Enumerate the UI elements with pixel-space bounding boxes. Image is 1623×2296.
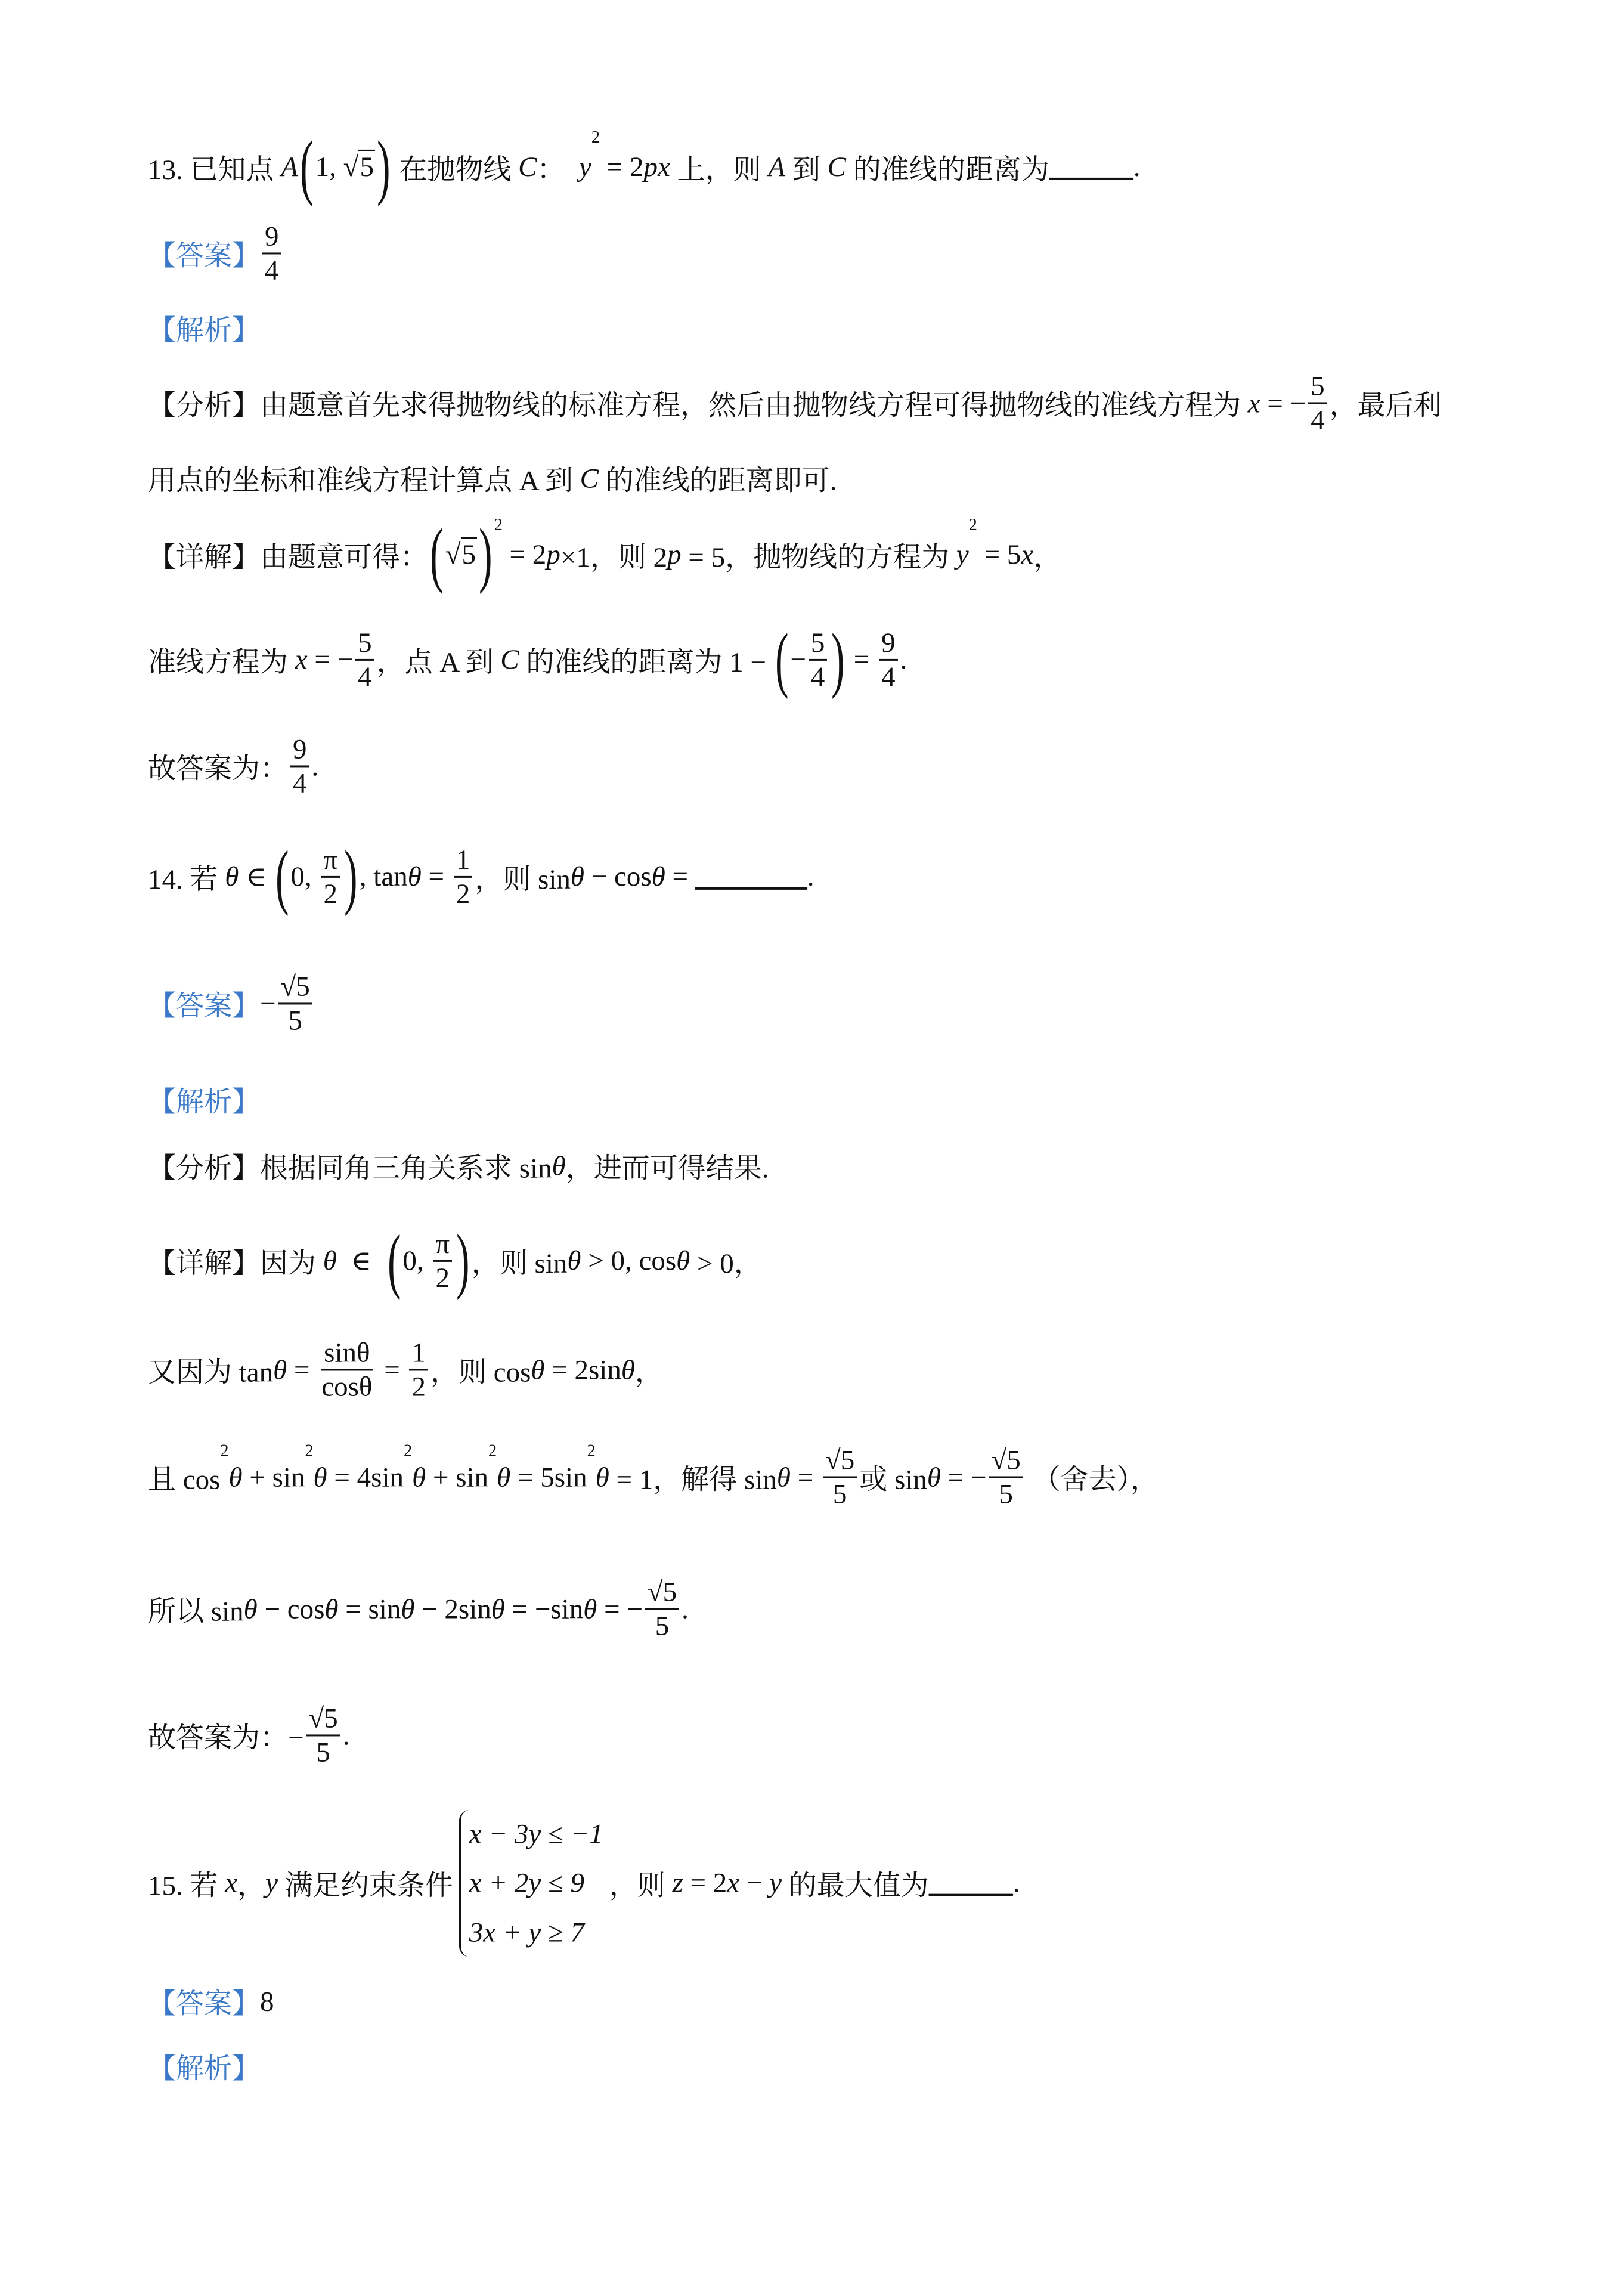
text-run: 故答案为：− [148,1722,304,1754]
fraction-numerator: 1 [454,843,473,877]
radical-sign: √ [445,539,461,570]
text-line [148,2047,260,2087]
text-run: 故答案为： [148,753,288,785]
fraction-numerator: 9 [879,626,898,660]
square-root [343,151,375,183]
text-run: 的准线的距离为 [845,154,1049,185]
fraction [306,1702,340,1768]
math-variable: θ [776,1462,791,1493]
text-run: ×1，则 2 [560,541,668,573]
text-run: 【分析】由题意首先求得抛物线的标准方程，然后由抛物线方程可得抛物线的准线方程为 [148,390,1248,422]
text-run: , tan [359,861,408,892]
text-run: = − [941,1462,987,1493]
fraction [645,1576,679,1642]
text-run: − [739,1868,770,1899]
text-run: 用点的坐标和准线方程计算点 A 到 [148,465,580,497]
fraction [319,1336,374,1403]
parenthesis: ) [344,836,358,917]
fraction-denominator: 4 [265,255,279,286]
text-run: 0, [290,861,319,892]
text-line [148,513,1062,595]
radicand: 5 [461,537,478,570]
text-run: − 2sin [414,1593,491,1624]
math-variable: y [769,1868,782,1899]
math-variable: θ [401,1593,415,1624]
text-run: 的最大值为 [782,1870,929,1902]
text-run: + sin [242,1462,305,1493]
fraction [809,626,828,692]
fraction [823,1444,857,1510]
text-run: 且 cos [148,1464,221,1496]
math-variable: θ [552,1150,566,1181]
text-run: 在抛物线 [392,154,519,185]
text-run: 【详解】因为 [148,1248,323,1279]
text-line [148,618,907,700]
math-variable: p [546,539,560,570]
text-run: 1, [315,151,343,182]
fraction-numerator: √5 [823,1444,857,1478]
text-run: = 2 [600,151,644,182]
math-variable: y [579,151,591,182]
text-run: 8 [260,1986,274,2017]
text-line [148,370,1442,436]
fraction-numerator: 9 [290,733,309,767]
text-line [148,1220,762,1301]
math-variable: θ [497,1462,511,1493]
square-root [445,539,477,571]
math-variable: A [768,151,786,182]
parenthesis: ) [456,1220,470,1301]
fraction-denominator: 2 [411,1371,426,1403]
text-line [148,733,318,799]
text-line [148,220,284,286]
math-variable: y [956,539,969,570]
fraction [321,843,340,909]
text-run: > 0, cos [581,1245,677,1276]
constraint-row: 3x + y ≥ 7 [469,1917,584,1948]
math-variable: θ [595,1462,609,1493]
math-variable: θ [313,1462,327,1493]
fraction-denominator: 4 [810,661,825,692]
parenthesis: ( [300,126,314,207]
superscript: 2 [968,515,977,534]
math-variable: p [667,539,682,570]
math-variable: x [295,643,308,675]
fraction-numerator: sinθ [321,1336,372,1370]
text-run: = sin [338,1593,401,1624]
text-line [148,1146,769,1186]
fraction [409,1336,428,1403]
section-label: 【答案】 [148,240,260,272]
text-line [148,1441,1159,1510]
superscript: 2 [404,1441,413,1460]
text-run: ∈ [239,861,274,893]
text-run: . [900,643,907,675]
constraint-row: x − 3y ≤ −1 [469,1818,603,1850]
text-run: = −sin [504,1593,584,1624]
text-run: = 4sin [327,1462,404,1493]
math-variable: θ [676,1245,690,1276]
text-run: ， [634,1357,663,1388]
section-label: 【答案】 [148,1988,260,2020]
fraction [433,1227,452,1294]
text-run: = [377,1354,407,1385]
superscript: 2 [494,515,503,534]
fraction-denominator: 5 [999,1478,1013,1510]
parenthesis: ) [479,513,493,595]
fraction-numerator: √5 [645,1576,679,1610]
text-run: 的准线的距离为 1 − [519,646,773,678]
math-variable: θ [621,1354,635,1385]
text-run: = [790,1462,820,1493]
text-line [148,1576,689,1642]
math-variable: θ [491,1593,505,1624]
math-variable: θ [927,1462,941,1493]
text-line [148,126,1141,207]
text-run: ∈ [336,1245,386,1277]
text-run: − cos [584,861,652,892]
fraction [290,733,309,799]
text-run: ， [237,1870,266,1902]
text-run: . [1133,151,1141,182]
text-run: + sin [426,1462,489,1493]
text-run: − [790,643,806,675]
section-label: 【解析】 [148,1087,260,1118]
text-run: . [342,1720,350,1751]
math-variable: θ [407,861,422,892]
fraction [1308,370,1327,436]
parenthesis: ( [275,836,289,917]
math-variable: y [265,1868,278,1899]
text-run: − [260,988,276,1019]
text-run: . [311,751,319,782]
text-line [148,970,315,1036]
radicand: 5 [358,150,375,182]
math-variable: x [1247,388,1260,419]
superscript: 2 [488,1441,497,1460]
text-line [148,1810,1020,1957]
fraction-numerator: √5 [989,1444,1023,1478]
text-run: = [847,643,877,675]
section-label: 【解析】 [148,2053,260,2085]
answer-blank: ______ [928,1868,1013,1899]
math-variable: θ [412,1462,426,1493]
math-variable: x [225,1868,238,1899]
fraction-numerator: 5 [1308,370,1327,404]
math-variable: θ [228,1462,243,1493]
text-run: ： [537,154,580,185]
text-run: 15. 若 [148,1870,225,1902]
text-run: = 2sin [544,1354,621,1385]
text-run: > 0， [690,1248,762,1279]
text-run: 准线方程为 [148,646,295,678]
text-run: 上，则 [670,154,769,185]
text-line [148,308,260,348]
fraction [278,970,312,1036]
text-line [148,1982,274,2022]
constraint-row: x + 2y ≤ 9 [469,1867,584,1899]
text-run: 所以 sin [148,1596,244,1627]
text-run: （舍去）， [1025,1464,1159,1496]
answer-blank: ______ [1049,151,1133,182]
fraction [355,626,374,692]
text-run: = [421,861,451,892]
radical-sign: √ [343,151,359,182]
fraction-numerator: π [321,843,340,877]
text-run: = − [307,643,354,675]
fraction-numerator: 1 [409,1336,428,1370]
fraction [989,1444,1023,1510]
text-run: ，点 A 到 [376,646,501,678]
text-run: 到 [785,154,828,185]
fraction-denominator: 2 [323,878,337,909]
text-run: = − [1260,388,1306,419]
superscript: 2 [591,128,600,147]
math-variable: θ [651,861,665,892]
fraction-numerator: 5 [355,626,374,660]
fraction [262,220,281,286]
fraction-denominator: 4 [293,768,307,799]
text-run: = 5，抛物线的方程为 [681,541,956,573]
math-variable: C [827,151,846,182]
math-variable: A [281,151,298,182]
text-run: = 2 [683,1868,727,1899]
parenthesis: ) [831,618,845,700]
text-run: ，最后利 [1329,390,1442,422]
fraction-denominator: 4 [881,661,896,692]
fraction-numerator: π [433,1227,452,1261]
math-variable: x [727,1868,740,1899]
text-line [148,1702,350,1768]
superscript: 2 [305,1441,314,1460]
text-run: = [665,861,695,892]
text-run: ，则 [609,1870,673,1902]
fraction-numerator: 5 [809,626,828,660]
parenthesis: ( [387,1220,401,1301]
text-run: 又因为 tan [148,1357,274,1388]
math-variable: C [580,463,599,494]
math-variable: C [518,151,537,182]
fraction-denominator: 5 [316,1737,330,1768]
fraction-denominator: 5 [832,1478,847,1510]
text-run: ，进而可得结果. [565,1153,769,1184]
fraction-denominator: cosθ [321,1371,373,1403]
section-label: 【解析】 [148,315,260,346]
text-run: = 2 [502,539,547,570]
math-variable: C [500,643,519,675]
parenthesis: ) [377,126,391,207]
fraction-denominator: 2 [435,1262,450,1294]
math-variable: θ [583,1593,597,1624]
text-run: 的准线的距离即可. [598,465,837,497]
text-run: = [287,1354,317,1385]
answer-blank: ________ [695,861,807,892]
math-variable: px [643,151,670,182]
fraction-numerator: 9 [262,220,281,254]
math-variable: x [1021,539,1034,570]
math-variable: θ [225,861,239,892]
fraction [879,626,898,692]
text-run: 满足约束条件 [278,1870,453,1902]
parenthesis: ( [775,618,789,700]
text-run: − cos [257,1593,325,1624]
text-run: 0, [402,1245,431,1276]
fraction-denominator: 2 [456,878,470,909]
text-run: ，则 sin [471,1248,568,1279]
math-variable: θ [570,861,585,892]
text-run: . [1012,1868,1020,1899]
math-variable: z [672,1868,683,1899]
math-variable: θ [273,1354,287,1385]
text-line [148,459,837,499]
fraction-denominator: 4 [358,661,372,692]
text-line [148,836,814,917]
text-run: = 1，解得 sin [609,1464,777,1496]
superscript: 2 [220,1441,229,1460]
text-run: 【详解】由题意可得： [148,541,428,573]
fraction-denominator: 4 [1311,404,1325,436]
fraction-numerator: √5 [306,1702,340,1736]
text-run: 14. 若 [148,864,225,895]
text-run: 13. 已知点 [148,154,281,185]
fraction-denominator: 5 [288,1005,302,1036]
math-variable: θ [243,1593,258,1624]
text-run: 或 sin [859,1464,927,1496]
text-run: ，则 cos [430,1357,531,1388]
text-run: . [807,861,814,892]
section-label: 【答案】 [148,991,260,1022]
text-run: = 5sin [510,1462,587,1493]
fraction-denominator: 5 [655,1610,670,1642]
fraction [454,843,473,909]
math-variable: θ [324,1593,339,1624]
math-variable: θ [567,1245,581,1276]
text-run: 【分析】根据同角三角关系求 sin [148,1153,552,1184]
text-run: ，则 sin [475,864,571,895]
text-run: . [682,1593,689,1624]
text-line [148,1080,260,1120]
parenthesis: ( [430,513,444,595]
text-line [148,1336,663,1403]
constraint-system [459,1810,603,1957]
math-variable: θ [531,1354,545,1385]
superscript: 2 [587,1441,596,1460]
fraction-numerator: √5 [278,970,312,1004]
math-variable: θ [323,1245,337,1276]
text-run: = 5 [977,539,1021,570]
text-run: = − [597,1593,643,1624]
text-run: ， [1033,541,1062,573]
